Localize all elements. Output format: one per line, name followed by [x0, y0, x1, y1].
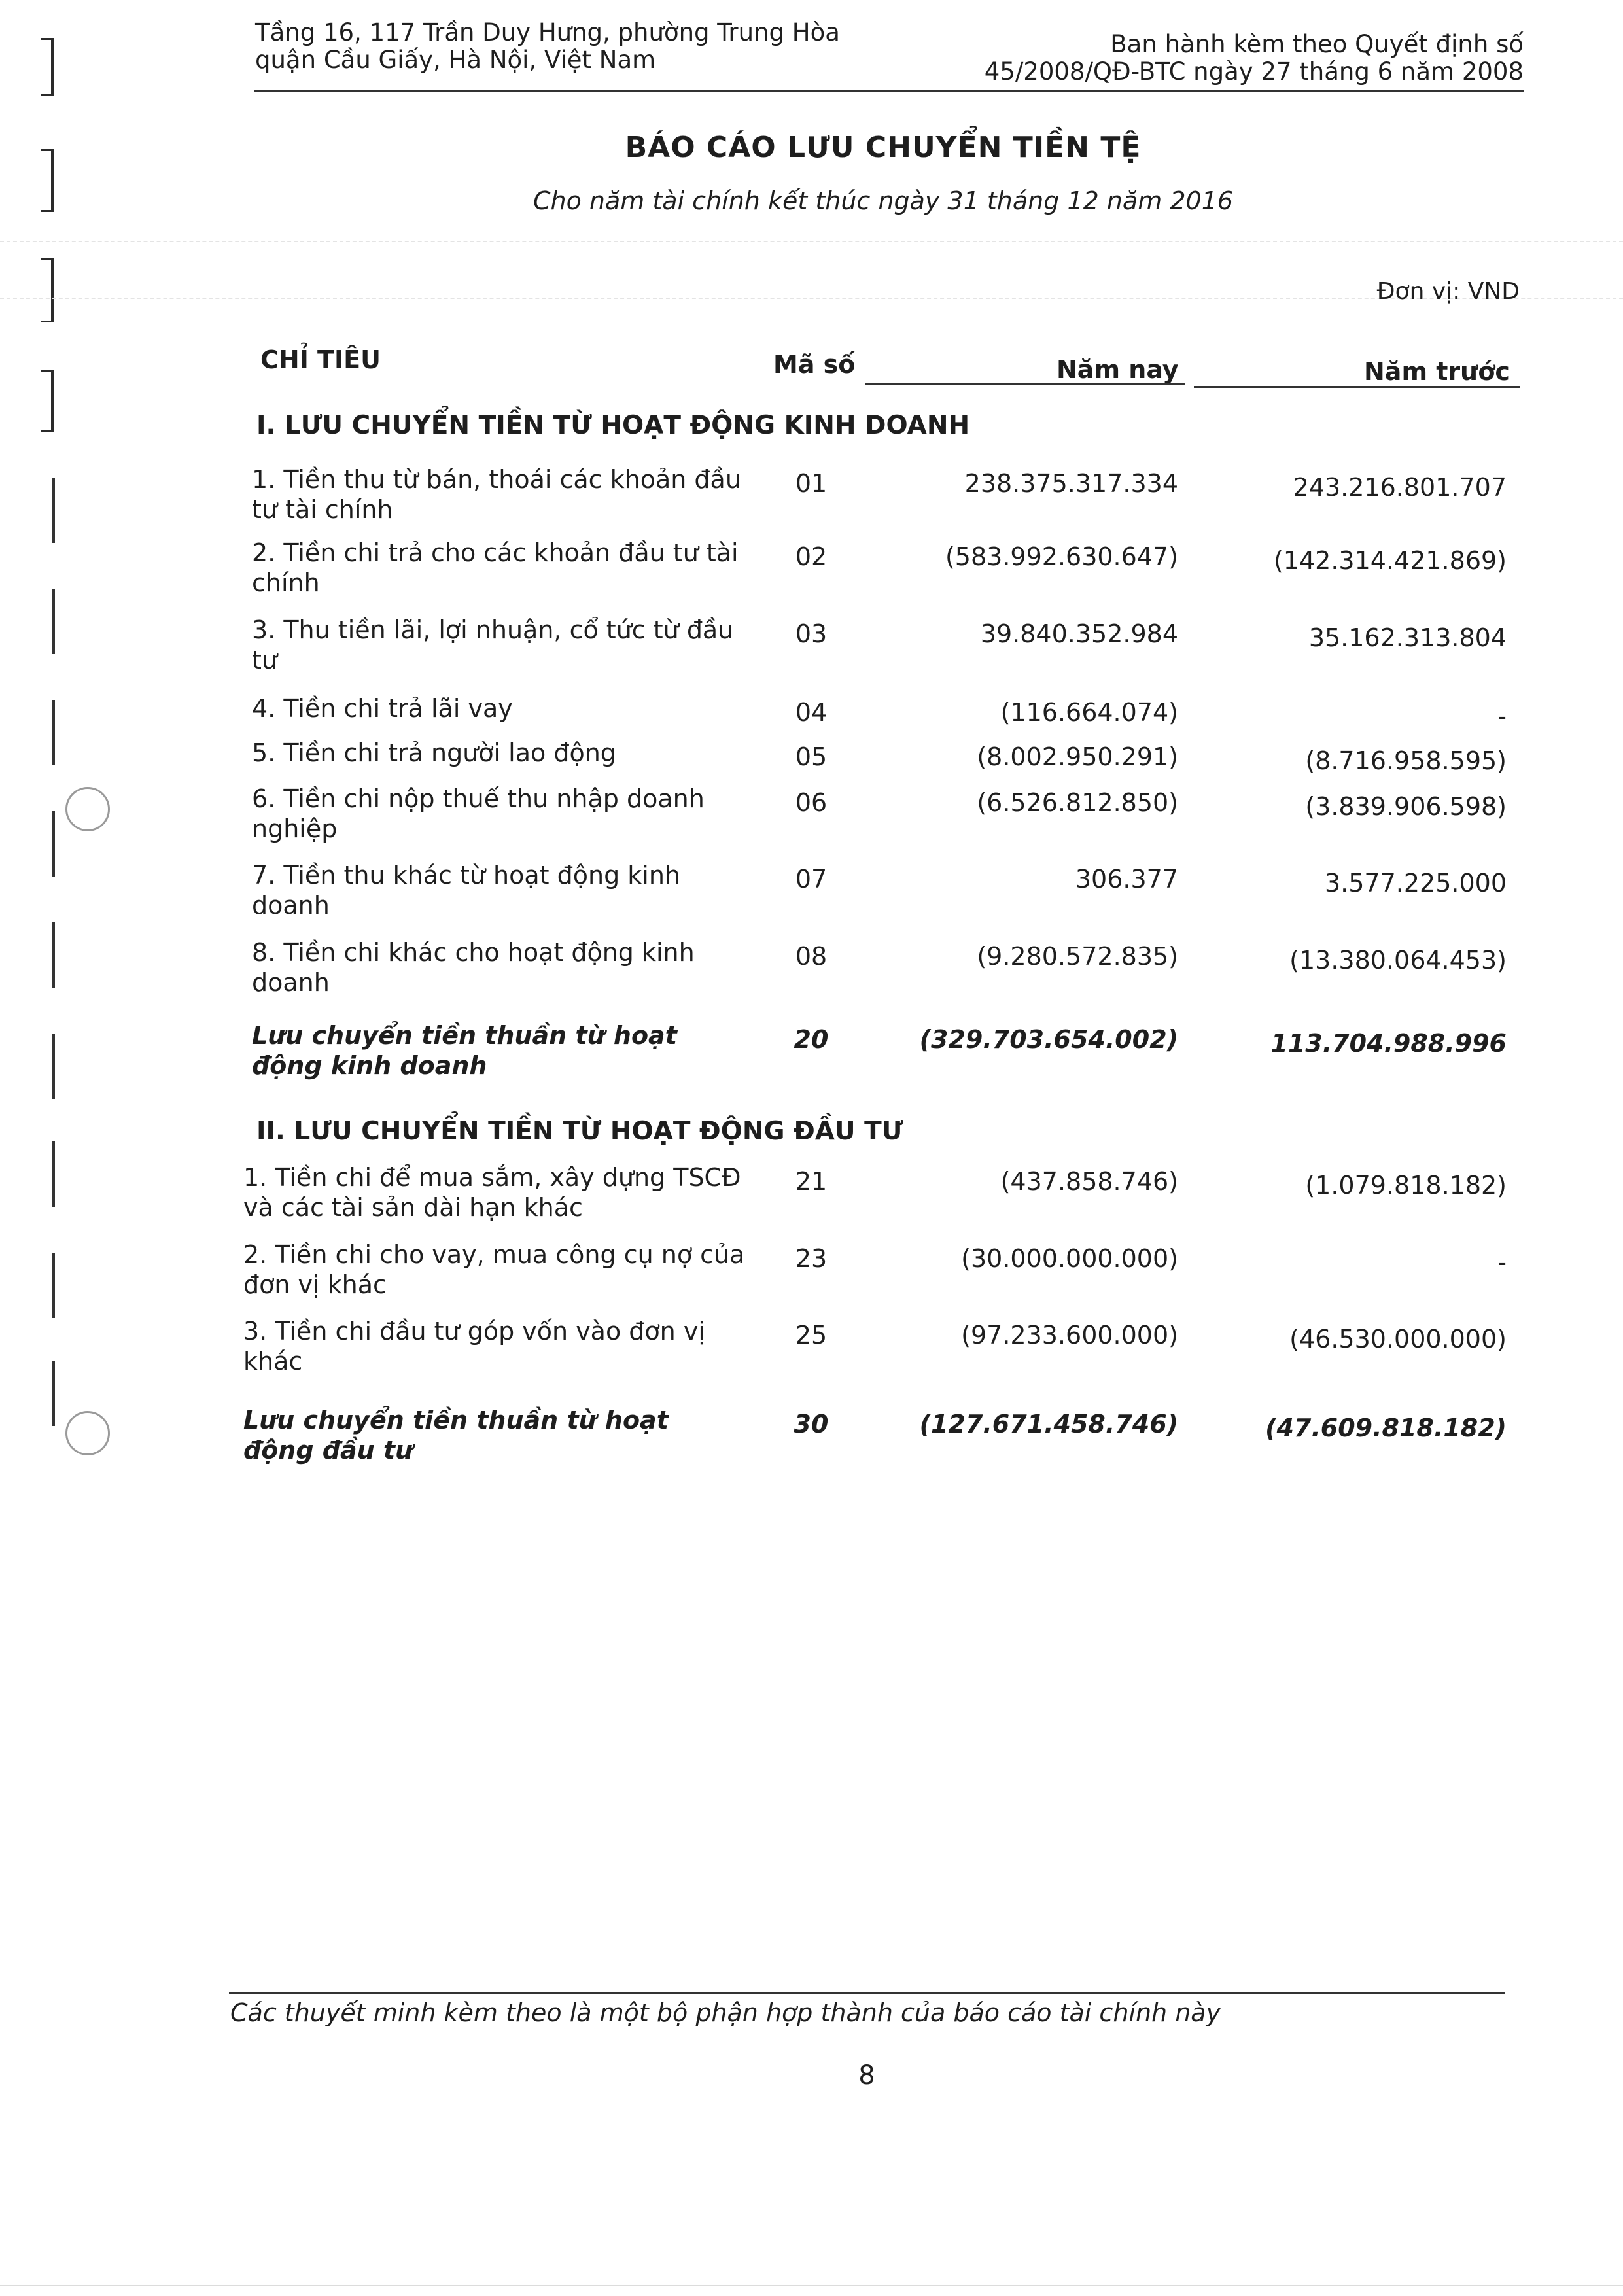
column-header-code: Mã số	[773, 350, 856, 379]
column-header-rule	[1194, 386, 1520, 388]
binder-bracket	[41, 258, 54, 322]
column-header-current-year: Năm nay	[1056, 355, 1179, 384]
total-label: Lưu chuyển tiền thuần từ hoạt động đầu tư	[243, 1406, 669, 1465]
row-code: 25	[795, 1321, 828, 1349]
binder-mark	[52, 811, 55, 877]
punch-hole	[65, 787, 110, 831]
total-label: Lưu chuyển tiền thuần từ hoạt động kinh doanh	[252, 1021, 677, 1080]
column-header-rule	[865, 383, 1185, 385]
row-label: 1. Tiền chi để mua sắm, xây dựng TSCĐ và các tài sản dài hạn khác	[243, 1163, 741, 1222]
row-current-year: 306.377	[1075, 865, 1178, 894]
company-address-line2: quận Cầu Giấy, Hà Nội, Việt Nam	[255, 46, 656, 74]
row-label: 3. Thu tiền lãi, lợi nhuận, cổ tức từ đầu tư	[252, 616, 734, 674]
row-previous-year: (1.079.818.182)	[1305, 1171, 1507, 1200]
row-label: 1. Tiền thu từ bán, thoái các khoản đầu tư tài chính	[252, 465, 741, 524]
total-current-year: (329.703.654.002)	[919, 1025, 1178, 1054]
punch-hole	[65, 1411, 110, 1455]
binder-mark	[52, 700, 55, 765]
footer-divider	[229, 1992, 1505, 1994]
row-current-year: (116.664.074)	[1000, 698, 1178, 727]
row-label: 3. Tiền chi đầu tư góp vốn vào đơn vị khác	[243, 1317, 705, 1376]
section-title-operating: I. LƯU CHUYỂN TIỀN TỪ HOẠT ĐỘNG KINH DOANH	[256, 411, 970, 440]
report-subtitle: Cho năm tài chính kết thúc ngày 31 tháng 12 năm 2016	[532, 186, 1234, 215]
row-code: 08	[795, 942, 828, 971]
row-label: 4. Tiền chi trả lãi vay	[252, 694, 513, 723]
total-current-year: (127.671.458.746)	[919, 1410, 1178, 1438]
decree-line1: Ban hành kèm theo Quyết định số	[1110, 30, 1524, 58]
binder-mark	[52, 1253, 55, 1318]
row-current-year: (9.280.572.835)	[977, 942, 1178, 971]
row-previous-year: 243.216.801.707	[1293, 473, 1507, 502]
total-previous-year: (47.609.818.182)	[1265, 1414, 1507, 1442]
total-code: 20	[794, 1025, 829, 1054]
row-previous-year: (13.380.064.453)	[1289, 946, 1507, 975]
row-current-year: 39.840.352.984	[980, 619, 1178, 648]
binder-bracket	[41, 370, 54, 432]
row-previous-year: (142.314.421.869)	[1273, 546, 1507, 575]
column-header-previous-year: Năm trước	[1364, 357, 1510, 386]
decree-line2: 45/2008/QĐ-BTC ngày 27 tháng 6 năm 2008	[984, 58, 1524, 86]
row-current-year: 238.375.317.334	[964, 469, 1178, 498]
row-previous-year: (8.716.958.595)	[1305, 746, 1507, 775]
row-code: 07	[795, 865, 828, 894]
row-code: 02	[795, 542, 828, 571]
row-code: 04	[795, 698, 828, 727]
binder-mark	[52, 1361, 55, 1426]
row-previous-year: (46.530.000.000)	[1289, 1325, 1507, 1353]
row-previous-year: -	[1497, 1248, 1507, 1277]
row-label: 2. Tiền chi trả cho các khoản đầu tư tài chính	[252, 538, 739, 597]
row-code: 05	[795, 742, 828, 771]
company-address-line1: Tầng 16, 117 Trần Duy Hưng, phường Trung Hòa	[255, 18, 840, 46]
row-code: 06	[795, 788, 828, 817]
section-title-investing: II. LƯU CHUYỂN TIỀN TỪ HOẠT ĐỘNG ĐẦU TƯ	[256, 1117, 903, 1146]
binder-bracket	[41, 38, 54, 96]
row-code: 21	[795, 1167, 828, 1196]
row-previous-year: 3.577.225.000	[1324, 869, 1507, 897]
row-previous-year: 35.162.313.804	[1308, 623, 1507, 652]
page-number: 8	[858, 2061, 875, 2091]
row-code: 23	[795, 1244, 828, 1273]
row-current-year: (437.858.746)	[1000, 1167, 1178, 1196]
row-current-year: (6.526.812.850)	[977, 788, 1178, 817]
row-current-year: (30.000.000.000)	[961, 1244, 1178, 1273]
row-label: 5. Tiền chi trả người lao động	[252, 739, 616, 767]
binder-mark	[52, 589, 55, 654]
row-code: 01	[795, 469, 828, 498]
row-label: 7. Tiền thu khác từ hoạt động kinh doanh	[252, 861, 681, 920]
row-code: 03	[795, 619, 828, 648]
row-current-year: (583.992.630.647)	[945, 542, 1178, 571]
binder-mark	[52, 1141, 55, 1207]
currency-unit: Đơn vị: VND	[1376, 278, 1520, 305]
row-label: 8. Tiền chi khác cho hoạt động kinh doanh	[252, 938, 695, 997]
report-title: BÁO CÁO LƯU CHUYỂN TIỀN TỆ	[625, 131, 1142, 164]
row-previous-year: -	[1497, 702, 1507, 731]
header-divider	[254, 90, 1524, 92]
row-previous-year: (3.839.906.598)	[1305, 792, 1507, 821]
binder-mark	[52, 922, 55, 988]
row-label: 2. Tiền chi cho vay, mua công cụ nợ của đơn vị khác	[243, 1240, 745, 1299]
page-edge-line	[0, 2285, 1623, 2286]
total-code: 30	[794, 1410, 829, 1438]
row-label: 6. Tiền chi nộp thuế thu nhập doanh nghiệp	[252, 784, 705, 843]
total-previous-year: 113.704.988.996	[1270, 1029, 1507, 1058]
row-current-year: (8.002.950.291)	[977, 742, 1178, 771]
footer-note: Các thuyết minh kèm theo là một bộ phận hợp thành của báo cáo tài chính này	[230, 1998, 1221, 2027]
scan-artifact-line	[0, 241, 1623, 242]
column-header-indicator: CHỈ TIÊU	[260, 345, 381, 374]
binder-mark	[52, 1034, 55, 1099]
row-current-year: (97.233.600.000)	[961, 1321, 1178, 1349]
binder-mark	[52, 478, 55, 543]
